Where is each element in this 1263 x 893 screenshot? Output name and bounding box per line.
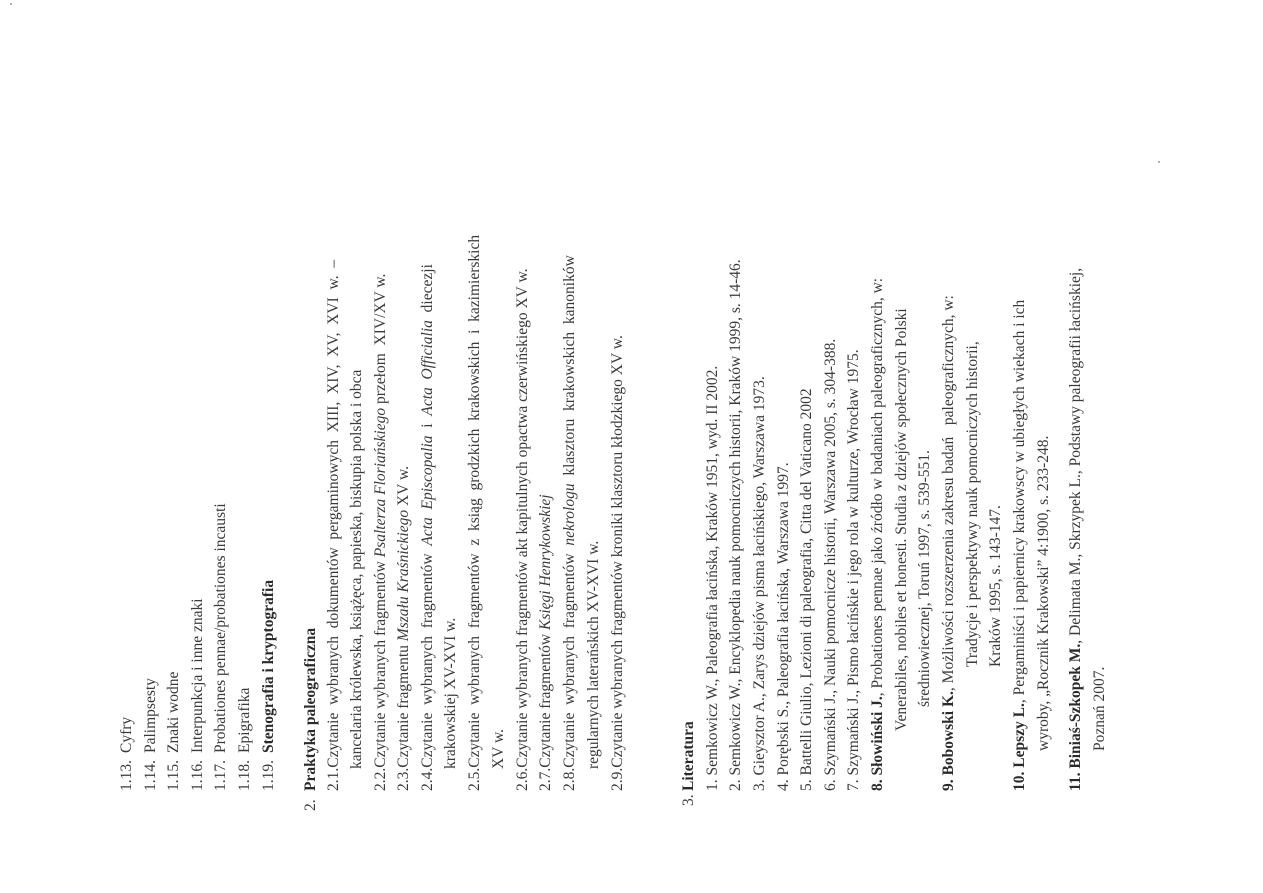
bibliography-line [1065,268,1086,791]
section-3-heading: Literatura [680,721,697,791]
list-item-text: krakowskiej XV-XVI w. [442,617,459,769]
list-item-text: XV w. [490,728,507,769]
bibliography-text: 3. Gieysztor A., Zarys dziejów pisma łacińskiego, Warszawa 1973. [751,376,768,791]
list-item-text: przełom XIV/XV w. [372,273,389,408]
bibliography-line [914,450,935,707]
bibliography-text: średniowiecznej, Toruń 1997, s. 539-551. [916,450,933,707]
list-item-text: kancelaria królewska, książęca, papieska, biskupia polska i obca [348,369,365,769]
list-item-number: 1.15. [165,760,182,791]
bibliography-line [891,308,912,731]
list-item-text: 2.4.Czytanie wybranych fragmentów [419,545,436,791]
bibliography-text: 5. Battelli Giulio, Lezioni di paleografia, Citta del Vaticano 2002 [798,388,815,791]
list-item: Interpunkcja i inne znaki [189,598,206,753]
bibliography-text: Kraków 1995, s. 143-147. [987,505,1004,667]
list-item: Cyfry [118,716,135,753]
bibliography-line [843,349,864,791]
list-item-text: Psalterza Floriańskiego [372,407,389,558]
list-item [440,618,461,769]
list-item-text: klasztoru krakowskich kanoników [561,255,578,484]
section-3-number: 3. [680,794,697,806]
section-2-heading: Praktyka paleograficzna [302,627,319,791]
bibliography-text: 7. Szymański J., Pismo łacińskie i jego rola w kulturze, Wrocław 1975. [845,349,862,791]
list-item-text: 2.3.Czytanie fragmentu [395,641,412,791]
list-item [464,141,485,791]
list-item-text: nekrologu [561,483,578,546]
bibliography-text: Poznań 2007. [1091,666,1108,751]
list-item: Znaki wodne [165,671,182,753]
list-item-text: 2.2.Czytanie wybranych fragmentów [372,557,389,791]
list-item-number: 1.18. [236,760,253,791]
list-item [346,370,367,769]
bibliography-line [820,339,841,791]
bibliography-line [962,341,983,667]
scan-speck [10,3,12,5]
list-item-text: 2.5.Czytanie wybranych fragmentów z ksiąg grodzkich krakowskich i kazimierskich [466,234,483,791]
bibliography-line [749,376,770,791]
list-item-text: 2.6.Czytanie wybranych fragmentów akt kapitulnych opactwa czerwińskiego XV w. [514,268,531,791]
list-item-text: 2.1.Czytanie wybranych dokumentów pergaminowych XIII, XIV, XV, XVI w. – [325,259,342,791]
list-item-number: 1.13. [118,760,135,791]
bibliography-author: 8. Słowiński J. [869,696,886,791]
bibliography-line [1033,436,1054,751]
list-item-text: Księgi Henrykowskiej [537,494,554,631]
bibliography-text: Tradycje i perspektywy nauk pomocniczych historii, [964,341,981,667]
list-item: Stenografia i kryptografia [260,579,277,753]
bibliography-text: wyroby, „Rocznik Krakowski” 4:1900, s. 233-248. [1035,435,1052,751]
bibliography-author: 10. Lepszy L. [1011,703,1028,791]
bibliography-text: 1. Semkowicz W., Paleografia łacińska, Kraków 1951, wyd. II 2002. [704,365,721,791]
list-item [607,335,628,791]
list-item-number: 1.19. [260,760,277,791]
list-item-text: i [419,415,436,436]
list-item: Epigrafika [236,687,253,753]
list-item [370,274,391,791]
bibliography-line [985,505,1006,667]
bibliography-text: , Możliwości rozszerzenia zakresu badań paleograficznych, w: [940,295,957,692]
list-item [323,141,344,791]
list-item [583,541,604,769]
bibliography-text: 2. Semkowicz W., Encyklopedia nauk pomocniczych historii, Kraków 1999, s. 14-46. [727,259,744,791]
bibliography-line [725,259,746,791]
bibliography-line [1009,300,1030,791]
list-item-text: XV w. [395,465,412,510]
bibliography-line [938,295,959,791]
list-item [559,136,580,791]
bibliography-text: Venerabiles, nobiles et honesti. Studia z dziejów społecznych Polski [893,308,910,731]
list-item-number: 1.14. [142,760,159,791]
list-item-number: 1.17. [212,760,229,791]
list-item: Palimpsesty [142,678,159,753]
list-item [512,268,533,791]
bibliography-text: , Delimata M., Skrzypek L., Podstawy paleografii łacińskiej, [1067,267,1084,644]
bibliography-author: 9. Bobowski K. [940,691,957,791]
section-2-number: 2. [302,799,319,811]
list-item-text: diecezji [419,264,436,321]
bibliography-author: 11. Biniaś-Szkopek M. [1067,643,1084,791]
list-item-text: 2.8.Czytanie wybranych fragmentów [561,545,578,791]
list-item [417,136,438,791]
bibliography-line [796,388,817,791]
list-item-text: 2.9.Czytanie wybranych fragmentów kroniki klasztoru kłodzkiego XV w. [609,335,626,791]
list-item [488,729,509,769]
list-item [393,466,414,791]
list-item-text: regularnych laterańskich XV-XVI w. [585,540,602,769]
bibliography-text: 6. Szymański J., Nauki pomocnicze historii, Warszawa 2005, s. 304-388. [822,338,839,791]
bibliography-line [867,278,888,791]
bibliography-line [773,462,794,791]
bibliography-line [702,366,723,791]
bibliography-text: 4. Porębski S., Paleografia łacińska, Warszawa 1997. [775,462,792,791]
bibliography-text: , Pergaminiści i papiernicy krakowscy w ubiegłych wiekach i ich [1011,299,1028,704]
list-item-text: 2.7.Czytanie fragmentów [537,630,554,791]
bibliography-text: , Probationes pennae jako źródło w badaniach paleograficznych, w: [869,277,886,697]
list-item-number: 1.16. [189,760,206,791]
list-item-text: Mszału Kraśnickiego [395,509,412,642]
list-item-text: Acta Episcopalia [419,435,436,546]
list-item-text: Acta Officialia [419,320,436,416]
list-item [535,494,556,791]
list-item: Probationes pennae/probationes incausti [212,503,229,753]
scan-speck [1158,161,1160,163]
bibliography-line [1089,667,1110,751]
